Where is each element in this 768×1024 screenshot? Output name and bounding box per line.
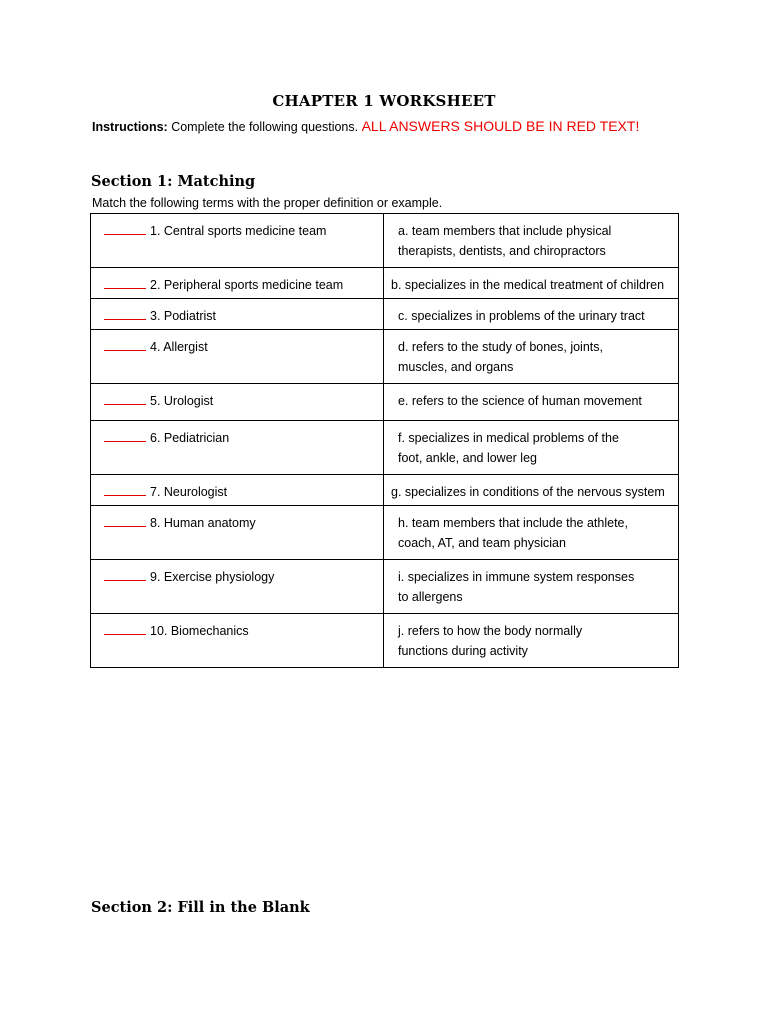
answer-blank[interactable] [104, 307, 146, 320]
definition-cell [384, 560, 679, 614]
definition-cell [384, 268, 679, 299]
answer-blank[interactable] [104, 392, 146, 405]
instructions-line [92, 118, 639, 134]
answer-blank[interactable] [104, 483, 146, 496]
definition-cell [384, 421, 679, 475]
matching-intro: Match the following terms with the proper definition or example. [92, 196, 443, 210]
definition-cell [384, 475, 679, 506]
worksheet-title: CHAPTER 1 WORKSHEET [272, 92, 496, 110]
term-cell [91, 506, 384, 560]
answer-blank[interactable] [104, 622, 146, 635]
answer-blank[interactable] [104, 276, 146, 289]
term-label: 2. Peripheral sports medicine team [150, 278, 344, 292]
definition-label: g. specializes in conditions of the nervous system [391, 485, 665, 499]
definition-label: h. team members that include the athlete, coach, AT, and team physician [398, 516, 628, 550]
definition-label: i. specializes in immune system responses to allergens [398, 570, 635, 604]
definition-label: b. specializes in the medical treatment of children [391, 278, 665, 292]
term-label: 6. Pediatrician [150, 431, 230, 445]
table-row [91, 475, 679, 506]
answer-blank[interactable] [104, 568, 146, 581]
table-row [91, 384, 679, 421]
table-row [91, 506, 679, 560]
term-label: 4. Allergist [150, 340, 208, 354]
table-row [91, 268, 679, 299]
term-label: 9. Exercise physiology [150, 570, 275, 584]
term-cell [91, 475, 384, 506]
section-1-heading: Section 1: Matching [91, 173, 256, 190]
answer-blank[interactable] [104, 514, 146, 527]
term-cell [91, 299, 384, 330]
answer-blank[interactable] [104, 222, 146, 235]
definition-cell [384, 299, 679, 330]
definition-cell [384, 384, 679, 421]
definition-label: j. refers to how the body normally functions during activity [398, 624, 583, 658]
definition-cell [384, 506, 679, 560]
term-cell [91, 214, 384, 268]
term-cell [91, 330, 384, 384]
table-row [91, 299, 679, 330]
instructions-highlight: ALL ANSWERS SHOULD BE IN RED TEXT! [361, 118, 640, 134]
definition-label: e. refers to the science of human movement [398, 394, 642, 408]
term-label: 8. Human anatomy [150, 516, 256, 530]
term-label: 10. Biomechanics [150, 624, 249, 638]
instructions-text: Complete the following questions. [171, 120, 359, 134]
definition-cell [384, 214, 679, 268]
definition-label: d. refers to the study of bones, joints, muscles, and organs [398, 340, 603, 374]
term-cell [91, 268, 384, 299]
table-row [91, 214, 679, 268]
term-label: 1. Central sports medicine team [150, 224, 327, 238]
term-cell [91, 384, 384, 421]
section-2-heading: Section 2: Fill in the Blank [91, 899, 310, 916]
definition-label: f. specializes in medical problems of the foot, ankle, and lower leg [398, 431, 619, 465]
definition-label: c. specializes in problems of the urinary tract [398, 309, 645, 323]
matching-table [90, 213, 679, 668]
table-row [91, 614, 679, 668]
term-label: 5. Urologist [150, 394, 214, 408]
definition-cell [384, 330, 679, 384]
table-row [91, 330, 679, 384]
table-row [91, 421, 679, 475]
term-cell [91, 421, 384, 475]
term-cell [91, 614, 384, 668]
instructions-label: Instructions: [92, 120, 168, 134]
definition-label: a. team members that include physical therapists, dentists, and chiropractors [398, 224, 612, 258]
term-label: 3. Podiatrist [150, 309, 217, 323]
answer-blank[interactable] [104, 429, 146, 442]
answer-blank[interactable] [104, 338, 146, 351]
definition-cell [384, 614, 679, 668]
term-label: 7. Neurologist [150, 485, 228, 499]
term-cell [91, 560, 384, 614]
table-row [91, 560, 679, 614]
